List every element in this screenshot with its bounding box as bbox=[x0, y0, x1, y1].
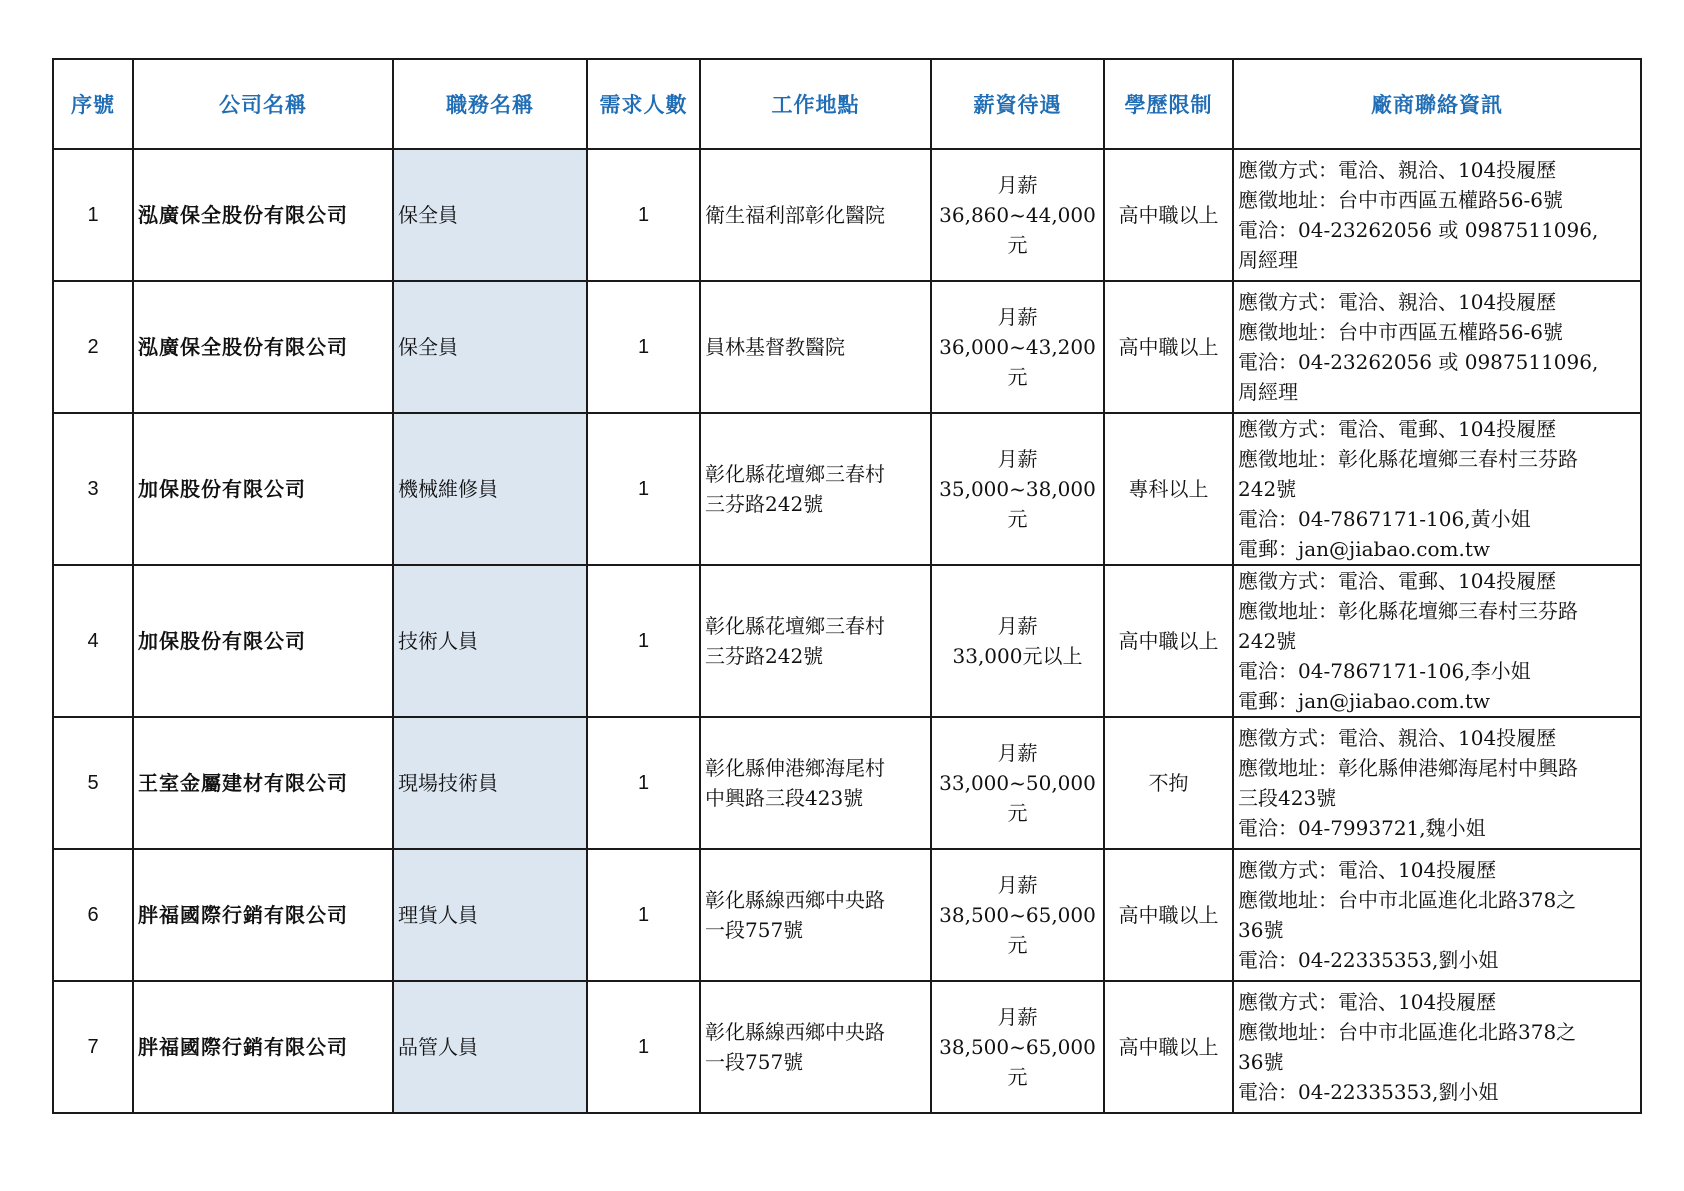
contact-info-line: 電郵：jan@jiabao.com.tw bbox=[1238, 689, 1491, 713]
contact-info-line: 電郵：jan@jiabao.com.tw bbox=[1238, 537, 1491, 561]
row-number: 5 bbox=[53, 717, 133, 849]
work-location-line: 彰化縣花壇鄉三春村 bbox=[705, 614, 885, 638]
work-location bbox=[700, 717, 931, 849]
salary-line: 36,860~44,000 bbox=[939, 203, 1096, 227]
contact-info-line: 應徵地址：台中市西區五權路56-6號 bbox=[1238, 320, 1563, 344]
salary-line: 月薪 bbox=[997, 873, 1038, 897]
table-row bbox=[53, 565, 1641, 717]
salary-line: 33,000元以上 bbox=[952, 644, 1083, 668]
work-location bbox=[700, 281, 931, 413]
company-name: 泓廣保全股份有限公司 bbox=[133, 149, 393, 281]
headcount: 1 bbox=[587, 849, 700, 981]
work-location-line: 一段757號 bbox=[705, 918, 804, 942]
work-location-line: 中興路三段423號 bbox=[705, 786, 864, 810]
contact-info-line: 242號 bbox=[1238, 477, 1297, 501]
education-requirement: 不拘 bbox=[1104, 717, 1233, 849]
header-salary: 薪資待遇 bbox=[931, 59, 1104, 149]
salary-line: 38,500~65,000 bbox=[939, 903, 1096, 927]
table-row bbox=[53, 281, 1641, 413]
job-title: 保全員 bbox=[393, 281, 587, 413]
contact-info-line: 周經理 bbox=[1238, 248, 1298, 272]
work-location-line: 彰化縣線西鄉中央路 bbox=[705, 888, 885, 912]
salary bbox=[931, 565, 1104, 717]
salary-line: 元 bbox=[1007, 933, 1028, 957]
work-location bbox=[700, 413, 931, 565]
contact-info-line: 三段423號 bbox=[1238, 786, 1337, 810]
contact-info-line: 應徵方式：電洽、親洽、104投履歷 bbox=[1238, 726, 1557, 750]
work-location-line: 員林基督教醫院 bbox=[705, 335, 845, 359]
contact-info-line: 應徵方式：電洽、104投履歷 bbox=[1238, 990, 1497, 1014]
header-company: 公司名稱 bbox=[133, 59, 393, 149]
contact-info-line: 電洽：04-7867171-106,李小姐 bbox=[1238, 659, 1531, 683]
contact-info-line: 應徵地址：台中市西區五權路56-6號 bbox=[1238, 188, 1563, 212]
education-requirement: 高中職以上 bbox=[1104, 565, 1233, 717]
contact-info bbox=[1233, 149, 1641, 281]
header-no: 序號 bbox=[53, 59, 133, 149]
contact-info-line: 應徵方式：電洽、親洽、104投履歷 bbox=[1238, 290, 1557, 314]
contact-info-line: 周經理 bbox=[1238, 380, 1298, 404]
row-number: 1 bbox=[53, 149, 133, 281]
header-contact: 廠商聯絡資訊 bbox=[1233, 59, 1641, 149]
table-row bbox=[53, 981, 1641, 1113]
company-name: 加保股份有限公司 bbox=[133, 565, 393, 717]
salary bbox=[931, 149, 1104, 281]
contact-info-line: 應徵地址：彰化縣伸港鄉海尾村中興路 bbox=[1238, 756, 1578, 780]
job-title: 機械維修員 bbox=[393, 413, 587, 565]
contact-info-line: 36號 bbox=[1238, 1050, 1284, 1074]
header-location: 工作地點 bbox=[700, 59, 931, 149]
contact-info bbox=[1233, 565, 1641, 717]
company-name: 胖福國際行銷有限公司 bbox=[133, 981, 393, 1113]
contact-info-line: 應徵方式：電洽、104投履歷 bbox=[1238, 858, 1497, 882]
job-title: 理貨人員 bbox=[393, 849, 587, 981]
work-location-line: 彰化縣花壇鄉三春村 bbox=[705, 462, 885, 486]
education-requirement: 高中職以上 bbox=[1104, 281, 1233, 413]
contact-info-line: 應徵地址：彰化縣花壇鄉三春村三芬路 bbox=[1238, 447, 1578, 471]
contact-info-line: 電洽：04-22335353,劉小姐 bbox=[1238, 948, 1499, 972]
work-location-line: 三芬路242號 bbox=[705, 644, 824, 668]
contact-info-line: 電洽：04-23262056 或 0987511096, bbox=[1238, 350, 1599, 374]
contact-info-line: 電洽：04-7993721,魏小姐 bbox=[1238, 816, 1486, 840]
salary-line: 元 bbox=[1007, 507, 1028, 531]
table-row bbox=[53, 413, 1641, 565]
salary-line: 元 bbox=[1007, 365, 1028, 389]
contact-info-line: 應徵方式：電洽、親洽、104投履歷 bbox=[1238, 158, 1557, 182]
header-row bbox=[53, 59, 1641, 149]
work-location-line: 彰化縣線西鄉中央路 bbox=[705, 1020, 885, 1044]
salary-line: 元 bbox=[1007, 1065, 1028, 1089]
table-row bbox=[53, 849, 1641, 981]
contact-info-line: 應徵方式：電洽、電郵、104投履歷 bbox=[1238, 417, 1557, 441]
job-title: 現場技術員 bbox=[393, 717, 587, 849]
headcount: 1 bbox=[587, 981, 700, 1113]
header-title: 職務名稱 bbox=[393, 59, 587, 149]
company-name: 胖福國際行銷有限公司 bbox=[133, 849, 393, 981]
company-name: 王室金屬建材有限公司 bbox=[133, 717, 393, 849]
contact-info bbox=[1233, 281, 1641, 413]
salary bbox=[931, 281, 1104, 413]
contact-info bbox=[1233, 717, 1641, 849]
contact-info-line: 應徵方式：電洽、電郵、104投履歷 bbox=[1238, 569, 1557, 593]
salary-line: 月薪 bbox=[997, 1005, 1038, 1029]
headcount: 1 bbox=[587, 413, 700, 565]
salary-line: 36,000~43,200 bbox=[939, 335, 1096, 359]
salary-line: 月薪 bbox=[997, 614, 1038, 638]
job-listings-table bbox=[52, 58, 1642, 1114]
salary-line: 33,000~50,000 bbox=[939, 771, 1096, 795]
headcount: 1 bbox=[587, 281, 700, 413]
education-requirement: 高中職以上 bbox=[1104, 981, 1233, 1113]
salary-line: 月薪 bbox=[997, 447, 1038, 471]
salary-line: 元 bbox=[1007, 233, 1028, 257]
salary bbox=[931, 717, 1104, 849]
row-number: 7 bbox=[53, 981, 133, 1113]
salary-line: 35,000~38,000 bbox=[939, 477, 1096, 501]
work-location-line: 衛生福利部彰化醫院 bbox=[705, 203, 885, 227]
table-row bbox=[53, 149, 1641, 281]
contact-info bbox=[1233, 981, 1641, 1113]
salary-line: 月薪 bbox=[997, 741, 1038, 765]
education-requirement: 高中職以上 bbox=[1104, 849, 1233, 981]
contact-info-line: 36號 bbox=[1238, 918, 1284, 942]
salary-line: 38,500~65,000 bbox=[939, 1035, 1096, 1059]
header-education: 學歷限制 bbox=[1104, 59, 1233, 149]
header-count: 需求人數 bbox=[587, 59, 700, 149]
job-title: 品管人員 bbox=[393, 981, 587, 1113]
contact-info-line: 應徵地址：台中市北區進化北路378之 bbox=[1238, 1020, 1577, 1044]
work-location-line: 三芬路242號 bbox=[705, 492, 824, 516]
contact-info-line: 電洽：04-22335353,劉小姐 bbox=[1238, 1080, 1499, 1104]
contact-info-line: 應徵地址：彰化縣花壇鄉三春村三芬路 bbox=[1238, 599, 1578, 623]
job-title: 保全員 bbox=[393, 149, 587, 281]
job-title: 技術人員 bbox=[393, 565, 587, 717]
salary bbox=[931, 849, 1104, 981]
company-name: 加保股份有限公司 bbox=[133, 413, 393, 565]
contact-info bbox=[1233, 413, 1641, 565]
salary-line: 元 bbox=[1007, 801, 1028, 825]
education-requirement: 高中職以上 bbox=[1104, 149, 1233, 281]
contact-info bbox=[1233, 849, 1641, 981]
salary-line: 月薪 bbox=[997, 305, 1038, 329]
work-location-line: 一段757號 bbox=[705, 1050, 804, 1074]
row-number: 3 bbox=[53, 413, 133, 565]
row-number: 6 bbox=[53, 849, 133, 981]
work-location-line: 彰化縣伸港鄉海尾村 bbox=[705, 756, 885, 780]
work-location bbox=[700, 981, 931, 1113]
education-requirement: 專科以上 bbox=[1104, 413, 1233, 565]
company-name: 泓廣保全股份有限公司 bbox=[133, 281, 393, 413]
salary-line: 月薪 bbox=[997, 173, 1038, 197]
headcount: 1 bbox=[587, 565, 700, 717]
table-row bbox=[53, 717, 1641, 849]
contact-info-line: 電洽：04-23262056 或 0987511096, bbox=[1238, 218, 1599, 242]
row-number: 2 bbox=[53, 281, 133, 413]
work-location bbox=[700, 849, 931, 981]
contact-info-line: 應徵地址：台中市北區進化北路378之 bbox=[1238, 888, 1577, 912]
work-location bbox=[700, 149, 931, 281]
row-number: 4 bbox=[53, 565, 133, 717]
headcount: 1 bbox=[587, 149, 700, 281]
contact-info-line: 242號 bbox=[1238, 629, 1297, 653]
work-location bbox=[700, 565, 931, 717]
salary bbox=[931, 413, 1104, 565]
headcount: 1 bbox=[587, 717, 700, 849]
contact-info-line: 電洽：04-7867171-106,黃小姐 bbox=[1238, 507, 1531, 531]
salary bbox=[931, 981, 1104, 1113]
